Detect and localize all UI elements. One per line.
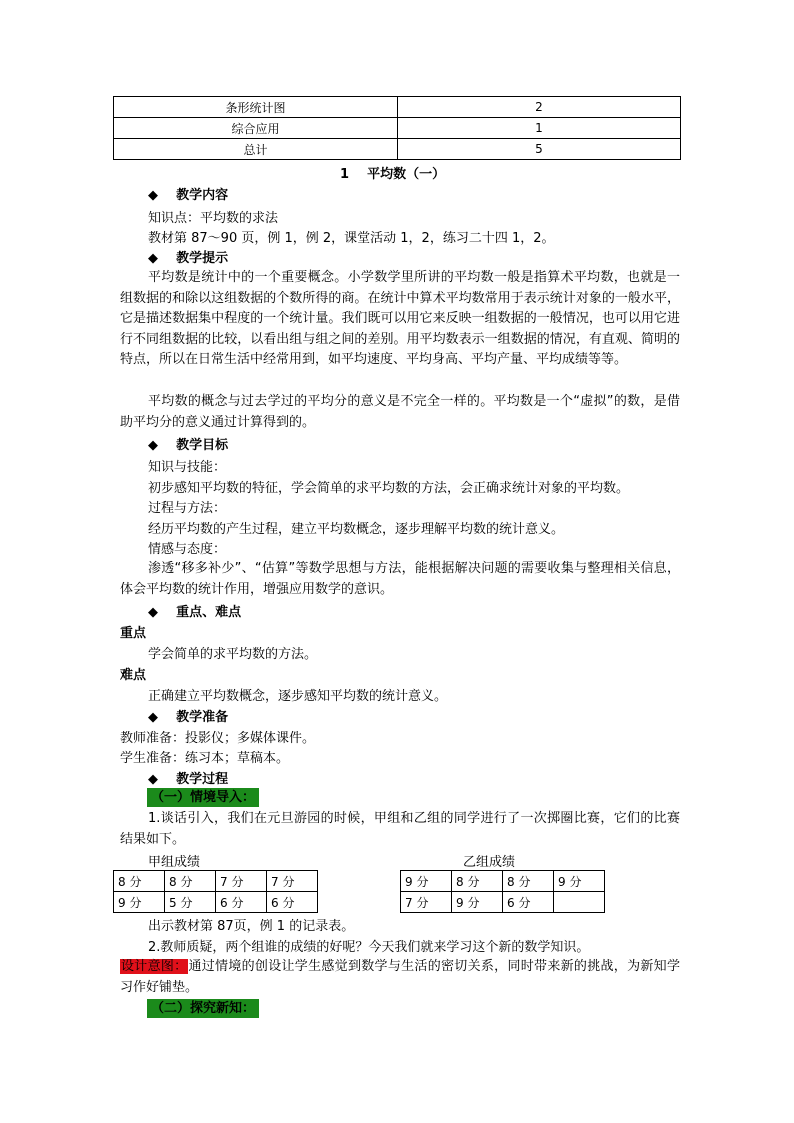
section-heading-hints: ◆ 教学提示	[148, 251, 229, 266]
table-cell: 9 分	[401, 871, 452, 892]
table-cell: 7 分	[401, 892, 452, 913]
hints-paragraph-2: 平均数的概念与过去学过的平均分的意义是不完全一样的。平均数是一个“虚拟”的数，是借助平均分的意义通过计算得到的。	[120, 394, 680, 430]
table-cell: 条形统计图	[114, 97, 398, 118]
goal-skill-text: 初步感知平均数的特征，学会简单的求平均数的方法，会正确求统计对象的平均数。	[148, 481, 630, 496]
section-heading-process: ◆ 教学过程	[148, 772, 229, 787]
difficulty-text: 正确建立平均数概念，逐步感知平均数的统计意义。	[148, 689, 448, 704]
group-a-table	[113, 870, 318, 913]
teacher-question: 2.教师质疑，两个组谁的成绩的好呢？今天我们就来学习这个新的数学知识。	[148, 940, 590, 955]
table-cell: 1	[398, 118, 681, 139]
table-row	[401, 871, 605, 892]
group-b-table	[400, 870, 605, 913]
show-textbook: 出示教材第 87页，例 1 的记录表。	[148, 919, 355, 934]
section-heading-key: ◆ 重点、难点	[148, 605, 242, 620]
goal-emotion-text: 渗透“移多补少”、“估算”等数学思想与方法，能根据解决问题的需要收集与整理相关信息，体会平均数的统计作用，增强应用数学的意识。	[120, 561, 680, 597]
table-cell: 5	[398, 139, 681, 160]
table-cell: 8 分	[114, 871, 165, 892]
table-cell	[554, 892, 605, 913]
table-row	[114, 97, 681, 118]
table-row	[114, 871, 318, 892]
student-prep: 学生准备：练习本；草稿本。	[120, 751, 290, 766]
goal-emotion-label: 情感与态度：	[148, 542, 227, 557]
table-cell: 9 分	[554, 871, 605, 892]
table-row	[401, 892, 605, 913]
table-cell: 8 分	[452, 871, 503, 892]
design-intent	[120, 957, 680, 998]
table-cell: 8 分	[165, 871, 216, 892]
table-cell: 综合应用	[114, 118, 398, 139]
summary-table	[113, 96, 681, 160]
section-heading-content: ◆ 教学内容	[148, 188, 229, 203]
table-cell: 6 分	[216, 892, 267, 913]
table-cell: 9 分	[114, 892, 165, 913]
table-cell: 6 分	[503, 892, 554, 913]
goal-process-text: 经历平均数的产生过程，建立平均数概念，逐步理解平均数的统计意义。	[148, 522, 565, 537]
group-a-title: 甲组成绩	[148, 855, 201, 870]
step-2-label: （二）探究新知：	[147, 999, 259, 1018]
table-cell: 总计	[114, 139, 398, 160]
goal-process-label: 过程与方法：	[148, 501, 227, 516]
table-row	[114, 118, 681, 139]
table-row	[114, 139, 681, 160]
hints-paragraph-1: 平均数是统计中的一个重要概念。小学数学里所讲的平均数一般是指算术平均数，也就是一组数据的和除以这组数据的个数所得的商。在统计中算术平均数常用于表示统计对象的一般水平，它是描述数据集中程度的一个统计量。我们既可以用它来反映一组数据的一般情况，也可以用它进行不同组数据的比较，以看出组与组之间的差别。用平均数表示一组数据的情况，有直观、简明的特点，所以在日常生活中经常用到，如平均速度、平均身高、平均产量、平均成绩等等。	[120, 270, 680, 367]
group-b-title: 乙组成绩	[463, 855, 516, 870]
key-text: 学会简单的求平均数的方法。	[148, 647, 318, 662]
goal-skill-label: 知识与技能：	[148, 460, 227, 475]
table-cell: 7 分	[267, 871, 318, 892]
table-cell: 8 分	[503, 871, 554, 892]
section-heading-goals: ◆ 教学目标	[148, 438, 229, 453]
table-cell: 7 分	[216, 871, 267, 892]
design-intent-text: 通过情境的创设让学生感觉到数学与生活的密切关系，同时带来新的挑战，为新知学习作好铺垫。	[120, 959, 680, 995]
table-cell: 2	[398, 97, 681, 118]
table-row	[114, 892, 318, 913]
table-cell: 6 分	[267, 892, 318, 913]
textbook-pages: 教材第 87～90 页，例 1，例 2，课堂活动 1，2，练习二十四 1，2。	[148, 231, 555, 246]
intro-text: 1.谈话引入，我们在元旦游园的时候，甲组和乙组的同学进行了一次掷圈比赛，它们的比赛结果如下。	[120, 811, 680, 847]
difficulty-label: 难点	[120, 668, 147, 683]
table-cell: 9 分	[452, 892, 503, 913]
section-heading-prep: ◆ 教学准备	[148, 710, 229, 725]
key-label: 重点	[120, 626, 147, 641]
design-intent-label: 设计意图：	[121, 959, 188, 974]
table-cell: 5 分	[165, 892, 216, 913]
knowledge-point: 知识点：平均数的求法	[148, 211, 279, 226]
teacher-prep: 教师准备：投影仪；多媒体课件。	[120, 731, 316, 746]
lesson-title: 1 平均数（一）	[340, 167, 446, 182]
step-1-label: （一）情境导入：	[147, 788, 259, 807]
